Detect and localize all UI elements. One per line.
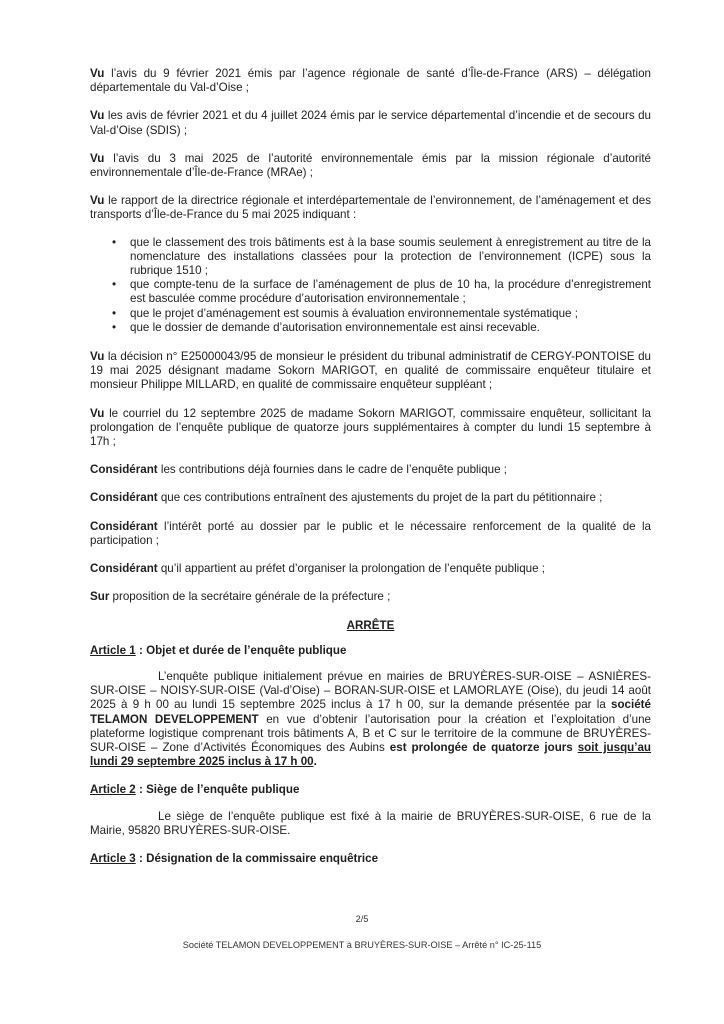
page-number: 2/5: [355, 914, 369, 924]
list-item: • que compte-tenu de la surface de l’aménagement de plus de 10 ha, la procédure d’enregistrement est basculée comme procédure d’autorisation environnementale ;: [130, 278, 651, 306]
considerant-paragraph-4: Considérant qu’il appartient au préfet d’organiser la prolongation de l’enquête publique ;: [90, 562, 546, 576]
vu-paragraph-6: Vu le courriel du 12 septembre 2025 de madame Sokorn MARIGOT, commissaire enquêteur, sollicitant la prolongation de l’enquête publique de quatorze jours supplémentaires à compter du lundi 15 septembre à 17h ;: [90, 406, 651, 449]
considerant-paragraph-1: Considérant les contributions déjà fournies dans le cadre de l’enquête publique ;: [90, 463, 507, 477]
sur-proposition-paragraph: Sur proposition de la secrétaire générale de la préfecture ;: [90, 590, 391, 604]
article-2-heading: Article 2 : Siège de l’enquête publique: [90, 783, 300, 797]
footer-line: Société TELAMON DEVELOPPEMENT à BRUYÈRES-SUR-OISE – Arrêté n° IC-25-115: [182, 940, 542, 950]
list-item: • que le dossier de demande d’autorisation environnementale est ainsi recevable.: [130, 321, 651, 335]
list-item: • que le projet d’aménagement est soumis à évaluation environnementale systématique ;: [130, 307, 651, 321]
vu-paragraph-1: Vu l’avis du 9 février 2021 émis par l’agence régionale de santé d’Île-de-France (ARS) – délégation départementale du Val-d’Oise ;: [90, 67, 651, 95]
considerant-paragraph-2: Considérant que ces contributions entraînent des ajustements du projet de la part du pétitionnaire ;: [90, 491, 603, 505]
vu-paragraph-5: Vu la décision n° E25000043/95 de monsieur le président du tribunal administratif de CERGY-PONTOISE du 19 mai 2025 désignant madame Sokorn MARIGOT, en qualité de commissaire enquêteur titulaire et monsieur Philippe MILLARD, en qualité de commissaire enquêteur suppléant ;: [90, 350, 651, 392]
article-2-body: Le siège de l’enquête publique est fixé à la mairie de BRUYÈRES-SUR-OISE, 6 rue de la Mairie, 95820 BRUYÈRES-SUR-OISE.: [90, 809, 651, 837]
report-bullet-list: [90, 236, 651, 335]
vu-paragraph-3: Vu l’avis du 3 mai 2025 de l’autorité environnementale émis par la mission régionale d’autorité environnementale d’Île-de-France (MRAe) ;: [90, 151, 651, 180]
arrete-heading: ARRÊTE: [346, 619, 395, 633]
list-item: • que le classement des trois bâtiments est à la base soumis seulement à enregistrement au titre de la nomenclature des installations classées pour la protection de l’environnement (ICPE) sous la rubrique 1510 ;: [130, 236, 651, 279]
vu-paragraph-2: Vu les avis de février 2021 et du 4 juillet 2024 émis par le service départemental d’incendie et de secours du Val-d’Oise (SDIS) ;: [90, 109, 651, 137]
considerant-paragraph-3: Considérant l’intérêt porté au dossier par le public et le nécessaire renforcement de la qualité de la participation ;: [90, 519, 651, 547]
article-1-heading: Article 1 : Objet et durée de l’enquête publique: [90, 643, 347, 657]
page-content: [90, 67, 651, 878]
article-3-heading: Article 3 : Désignation de la commissaire enquêtrice: [90, 851, 379, 865]
vu-paragraph-4: Vu le rapport de la directrice régionale et interdépartementale de l’environnement, de l’aménagement et des transports d’Île-de-France du 5 mai 2025 indiquant :: [90, 194, 651, 222]
article-1-body: L’enquête publique initialement prévue en mairies de BRUYÈRES-SUR-OISE – ASNIÈRES-SUR-OISE – NOISY-SUR-OISE (Val-d’Oise) – BORAN-SUR-OISE et LAMORLAYE (Oise), du jeudi 14 août 2025 à 9 h 00 au lundi 15 septembre 2025 inclus à 17 h 00, sur la demande présentée par la société TELAMON DEVELOPPEMENT en vue d’obtenir l’autorisation pour la création et l’exploitation d’une plateforme logistique comprenant trois bâtiments A, B et C sur le territoire de la commune de BRUYÈRES-SUR-OISE – Zone d’Activités Économiques des Aubins est prolongée de quatorze jours soit jusqu’au lundi 29 septembre 2025 inclus à 17 h 00.: [90, 669, 652, 769]
